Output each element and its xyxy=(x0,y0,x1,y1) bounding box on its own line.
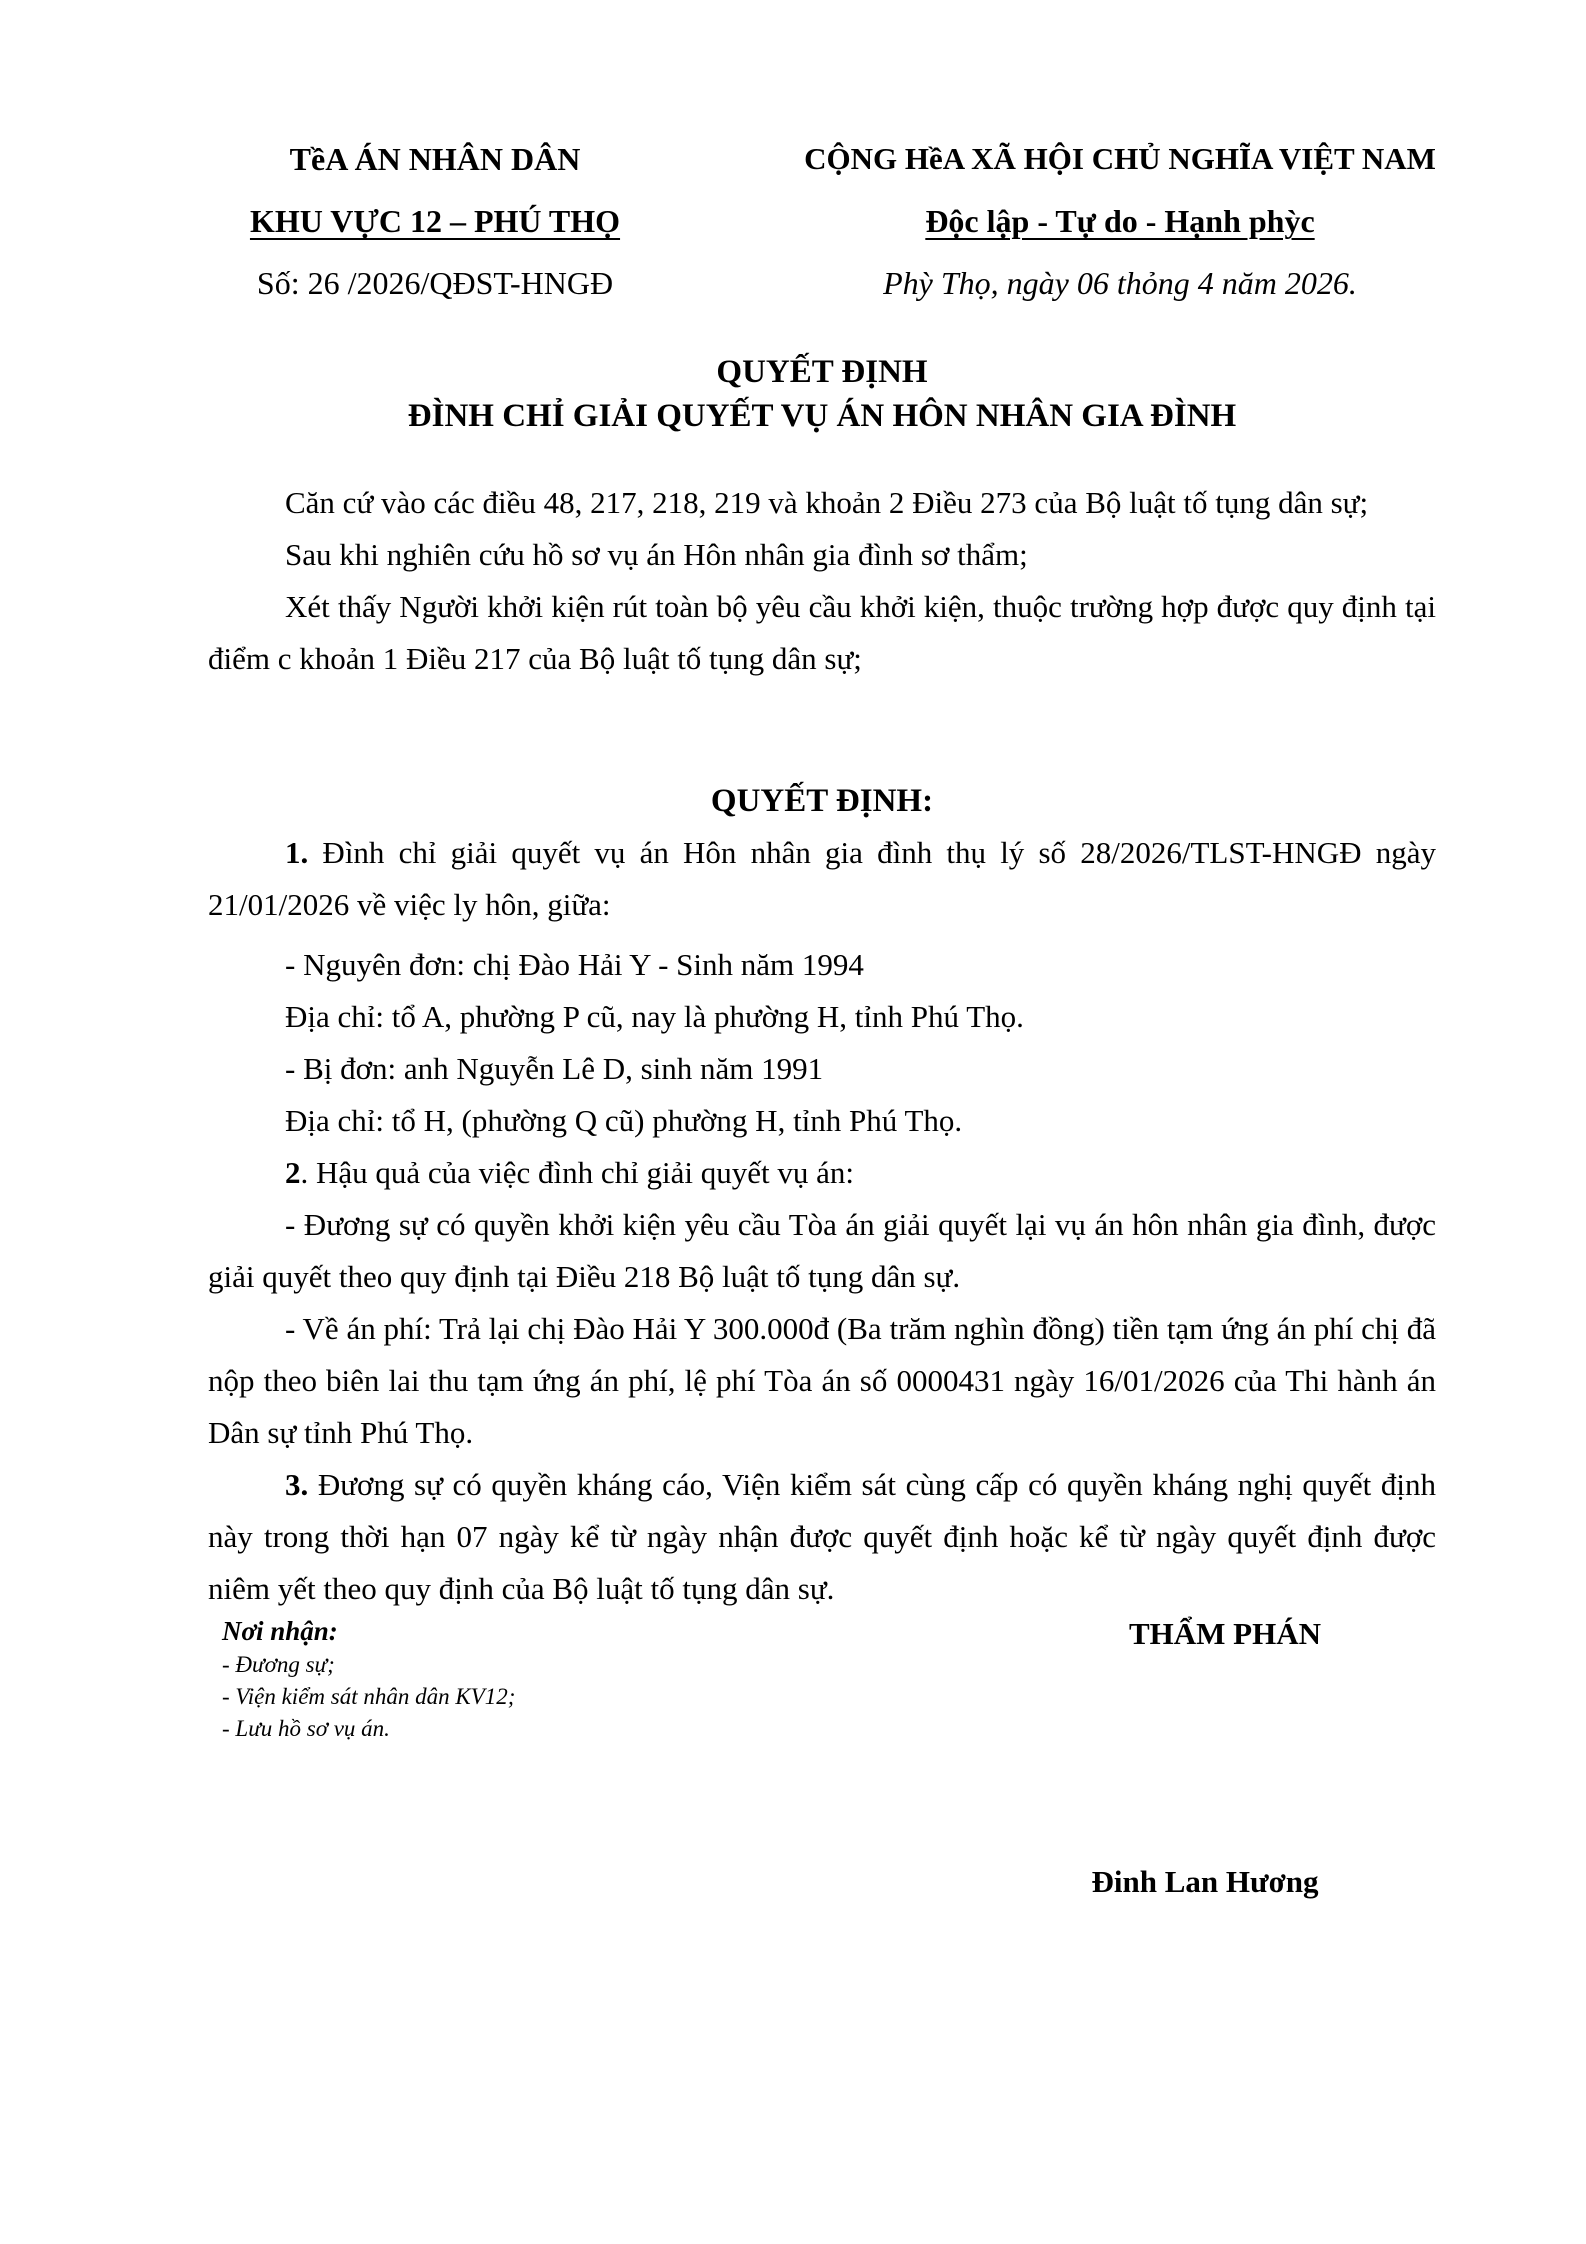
signer-role: THẨM PHÁN xyxy=(1128,1616,1321,1651)
defendant-address: Địa chỉ: tổ H, (phường Q cũ) phường H, tỉnh Phú Thọ. xyxy=(285,1103,963,1138)
preamble-paragraph: Sau khi nghiên cứu hồ sơ vụ án Hôn nhân gia đình sơ thẩm; xyxy=(285,537,1028,572)
preamble-paragraph: Xét thấy Người khởi kiện rút toàn bộ yêu cầu khởi kiện, thuộc trường hợp được quy định tại điểm c khoản 1 Điều 217 của Bộ luật tố tụng dân sự; xyxy=(208,589,1436,676)
place-date: Phỳ Thọ, ngày 06 thỏng 4 năm 2026. xyxy=(883,265,1357,301)
defendant: - Bị đơn: anh Nguyễn Lê D, sinh năm 1991 xyxy=(285,1051,824,1086)
recipients-title: Nơi nhận: xyxy=(222,1616,338,1646)
recipients xyxy=(222,1613,515,1745)
decision-item-3: 3. Đương sự có quyền kháng cáo, Viện kiểm sát cùng cấp có quyền kháng nghị quyết định này trong thời hạn 07 ngày kể từ ngày nhận được quyết định hoặc kể từ ngày quyết định được niêm yết theo quy định của Bộ luật tố tụng dân sự. xyxy=(208,1467,1436,1606)
document-title xyxy=(208,350,1436,438)
decision-item-2-sub-1: - Đương sự có quyền khởi kiện yêu cầu Tòa án giải quyết lại vụ án hôn nhân gia đình, được giải quyết theo quy định tại Điều 218 Bộ luật tố tụng dân sự. xyxy=(208,1207,1436,1294)
document-number: Số: 26 /2026/QĐST-HNGĐ xyxy=(256,265,614,301)
title-line-2: ĐÌNH CHỈ GIẢI QUYẾT VỤ ÁN HÔN NHÂN GIA ĐÌNH xyxy=(407,398,1237,434)
decision-section xyxy=(208,775,1436,1615)
plaintiff: - Nguyên đơn: chị Đào Hải Y - Sinh năm 1994 xyxy=(285,947,864,982)
title-line-1: QUYẾT ĐỊNH xyxy=(716,354,928,390)
court-header xyxy=(195,128,675,314)
signer-name: Đinh Lan Hương xyxy=(1091,1864,1319,1899)
preamble xyxy=(208,477,1436,685)
decision-heading: QUYẾT ĐỊNH: xyxy=(710,783,934,819)
court-name: TềA ÁN NHÂN DÂN xyxy=(289,141,581,177)
decision-item-2: 2. Hậu quả của việc đình chỉ giải quyết vụ án: xyxy=(285,1155,855,1190)
recipient-item: - Viện kiểm sát nhân dân KV12; xyxy=(222,1684,516,1709)
court-area: KHU VỰC 12 – PHÚ THỌ xyxy=(249,203,621,239)
country-name: CỘNG HềA XÃ HỘI CHỦ NGHĨA VIỆT NAM xyxy=(804,141,1436,176)
decision-item-2-sub-2: - Về án phí: Trả lại chị Đào Hải Y 300.000đ (Ba trăm nghìn đồng) tiền tạm ứng án phí chị đã nộp theo biên lai thu tạm ứng án phí, lệ phí Tòa án số 0000431 ngày 16/01/2026 của Thi hành án Dân sự tỉnh Phú Thọ. xyxy=(208,1311,1436,1450)
recipient-item: - Lưu hồ sơ vụ án. xyxy=(222,1716,390,1741)
national-header xyxy=(740,128,1500,314)
preamble-paragraph: Căn cứ vào các điều 48, 217, 218, 219 và khoản 2 Điều 273 của Bộ luật tố tụng dân sự; xyxy=(285,485,1369,520)
national-motto: Độc lập - Tự do - Hạnh phỳc xyxy=(925,203,1315,239)
plaintiff-address: Địa chỉ: tổ A, phường P cũ, nay là phường H, tỉnh Phú Thọ. xyxy=(285,999,1024,1034)
recipient-item: - Đương sự; xyxy=(222,1652,335,1677)
decision-item-1: 1. Đình chỉ giải quyết vụ án Hôn nhân gia đình thụ lý số 28/2026/TLST-HNGĐ ngày 21/01/2026 về việc ly hôn, giữa: xyxy=(208,835,1436,922)
